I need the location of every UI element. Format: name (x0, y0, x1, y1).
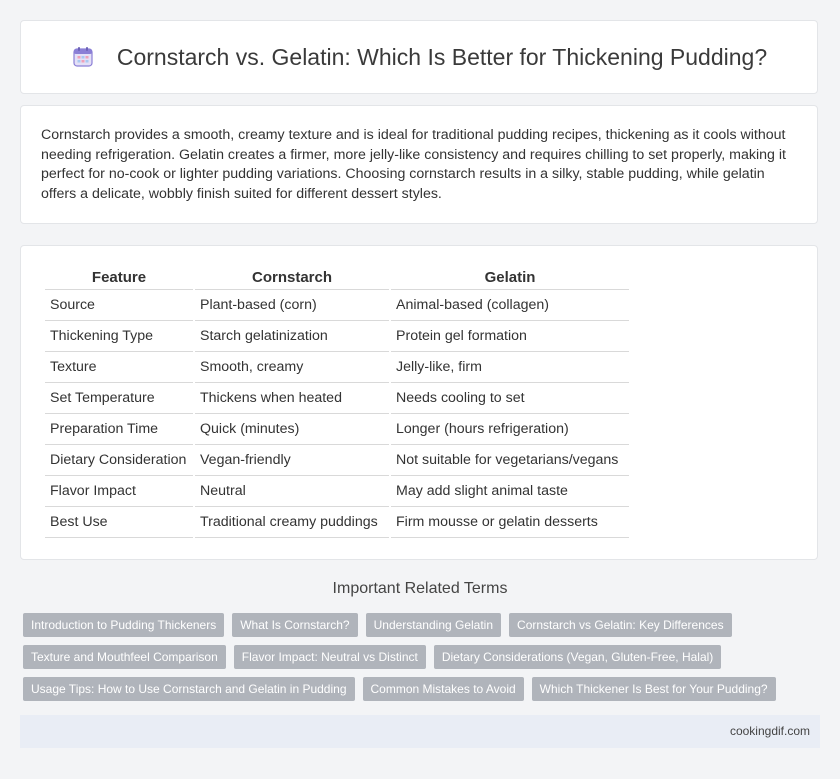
comparison-table (43, 266, 631, 538)
table-row (45, 445, 629, 476)
tag-row (23, 613, 823, 637)
cell-cornstarch: Vegan-friendly (195, 445, 389, 476)
header-cornstarch: Cornstarch (195, 266, 389, 290)
cell-gelatin: Animal-based (collagen) (391, 290, 629, 321)
cell-gelatin: May add slight animal taste (391, 476, 629, 507)
tag-link[interactable]: Common Mistakes to Avoid (363, 677, 524, 701)
title-card (20, 20, 818, 94)
cell-feature: Flavor Impact (45, 476, 193, 507)
cell-cornstarch: Quick (minutes) (195, 414, 389, 445)
footer-site-link[interactable]: cookingdif.com (729, 724, 810, 738)
cell-feature: Texture (45, 352, 193, 383)
cell-cornstarch: Traditional creamy puddings (195, 507, 389, 538)
table-row (45, 414, 629, 445)
header-gelatin: Gelatin (391, 266, 629, 290)
page-title: Cornstarch vs. Gelatin: Which Is Better for Thickening Pudding? (116, 43, 768, 70)
related-terms-heading: Important Related Terms (332, 580, 508, 597)
table-row (45, 321, 629, 352)
tag-link[interactable]: What Is Cornstarch? (232, 613, 357, 637)
cell-gelatin: Longer (hours refrigeration) (391, 414, 629, 445)
footer (20, 715, 820, 748)
tag-link[interactable]: Usage Tips: How to Use Cornstarch and Gelatin in Pudding (23, 677, 355, 701)
table-row (45, 383, 629, 414)
cell-gelatin: Needs cooling to set (391, 383, 629, 414)
tag-link[interactable]: Understanding Gelatin (366, 613, 501, 637)
cell-cornstarch: Thickens when heated (195, 383, 389, 414)
cell-gelatin: Protein gel formation (391, 321, 629, 352)
cell-feature: Best Use (45, 507, 193, 538)
table-row (45, 476, 629, 507)
cell-feature: Preparation Time (45, 414, 193, 445)
related-tags (23, 613, 823, 709)
comparison-card (20, 245, 818, 560)
cell-gelatin: Jelly-like, firm (391, 352, 629, 383)
cell-cornstarch: Starch gelatinization (195, 321, 389, 352)
tag-link[interactable]: Texture and Mouthfeel Comparison (23, 645, 226, 669)
calendar-icon (71, 45, 95, 69)
cell-feature: Set Temperature (45, 383, 193, 414)
tag-link[interactable]: Introduction to Pudding Thickeners (23, 613, 224, 637)
cell-cornstarch: Neutral (195, 476, 389, 507)
cell-feature: Source (45, 290, 193, 321)
tag-link[interactable]: Flavor Impact: Neutral vs Distinct (234, 645, 426, 669)
cell-feature: Thickening Type (45, 321, 193, 352)
cell-gelatin: Firm mousse or gelatin desserts (391, 507, 629, 538)
cell-cornstarch: Plant-based (corn) (195, 290, 389, 321)
header-feature: Feature (45, 266, 193, 290)
table-row (45, 507, 629, 538)
tag-row (23, 645, 823, 669)
table-row (45, 352, 629, 383)
tag-link[interactable]: Which Thickener Is Best for Your Pudding? (532, 677, 776, 701)
cell-feature: Dietary Consideration (45, 445, 193, 476)
tag-link[interactable]: Cornstarch vs Gelatin: Key Differences (509, 613, 732, 637)
intro-paragraph: Cornstarch provides a smooth, creamy texture and is ideal for traditional pudding recipes, thickening as it cools without needing refrigeration. Gelatin creates a firmer, more jelly-like consistency and requires chilling to set properly, making it perfect for no-cook or lighter pudding variations. Choosing cornstarch results in a silky, stable pudding, while gelatin offers a delicate, wobbly finish suited for different dessert styles. (41, 127, 786, 202)
cell-gelatin: Not suitable for vegetarians/vegans (391, 445, 629, 476)
intro-card (20, 105, 818, 224)
table-header-row (45, 266, 629, 290)
tag-link[interactable]: Dietary Considerations (Vegan, Gluten-Free, Halal) (434, 645, 721, 669)
tag-row (23, 677, 823, 701)
cell-cornstarch: Smooth, creamy (195, 352, 389, 383)
table-row (45, 290, 629, 321)
